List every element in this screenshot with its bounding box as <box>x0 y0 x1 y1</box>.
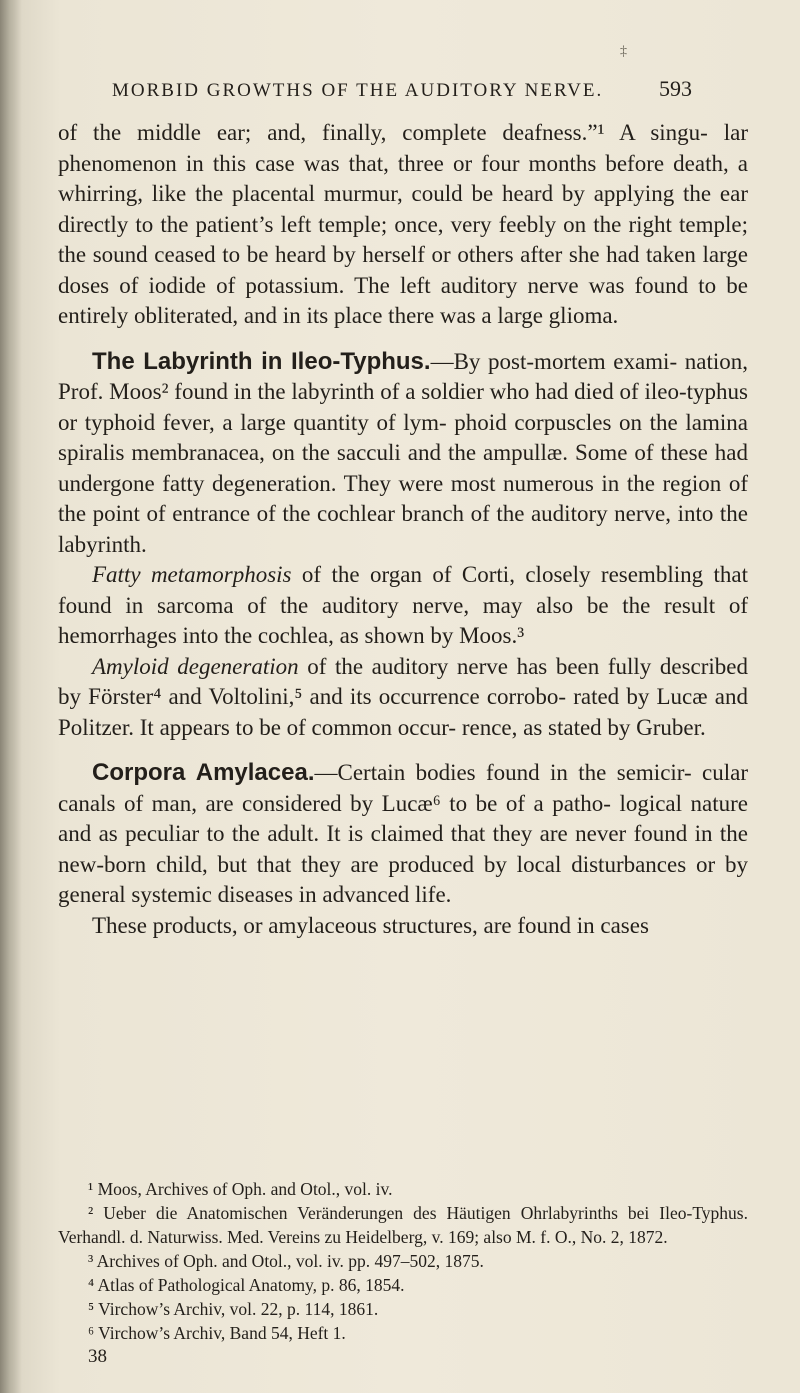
top-mark: ‡ <box>620 44 627 59</box>
italic-term-fatty: Fatty metamorphosis <box>92 562 292 587</box>
paragraph-2-text: —By post-mortem exami- nation, Prof. Moos² found in the labyrinth of a soldier who had died of ileo-typhus or typhoid fever, a large quantity of lym- phoid corpuscles on the lamina spiralis membranacea, on the sacculi and the ampullæ. Some of these had undergone fatty degeneration. They were most numerous in the region of the point of entrance of the cochlear branch of the auditory nerve, into the labyrinth. <box>58 348 748 557</box>
paragraph-6: These products, or amylaceous structures, are found in cases <box>92 912 649 938</box>
footnote-2: ² Ueber die Anatomischen Veränderungen des Häutigen Ohrlabyrinths bei Ileo-Typhus. Verhandl. d. Naturwiss. Med. Vereins zu Heidelberg, v. 169; also M. f. O., No. 2, 1872. <box>58 1203 748 1247</box>
paragraph-1: of the middle ear; and, finally, complete deafness.”¹ A singu- lar phenomenon in this case was that, three or four months before death, a whirring, like the placental murmur, could be heard by applying the ear directly to the patient’s left temple; once, very feebly on the right temple; the sound ceased to be heard by herself or others after she had taken large doses of iodide of potassium. The left auditory nerve was found to be entirely obliterated, and in its place there was a large glioma. <box>58 120 748 328</box>
footnote-4: ⁴ Atlas of Pathological Anatomy, p. 86, 1854. <box>88 1275 405 1295</box>
printer-signature: 38 <box>88 1346 107 1367</box>
paragraph-labyrinth-ileo-typhus <box>58 347 748 561</box>
paragraph-corpora-amylacea <box>58 758 748 911</box>
running-title: MORBID GROWTHS OF THE AUDITORY NERVE. <box>112 80 604 101</box>
italic-term-amyloid: Amyloid degeneration <box>92 653 299 679</box>
footnote-6: ⁶ Virchow’s Archiv, Band 54, Heft 1. <box>88 1323 346 1343</box>
paragraph-5-text: —Certain bodies found in the semicir- cular canals of man, are considered by Lucæ⁶ to be of a patho- logical nature and as peculiar to the adult. It is claimed that they are never found in the new-born child, but that they are produced by local disturbances or by general systemic diseases in advanced life. <box>58 760 748 907</box>
footnote-1: ¹ Moos, Archives of Oph. and Otol., vol. iv. <box>88 1179 393 1199</box>
paragraph-4-text: of the auditory nerve has been fully described by Förster⁴ and Voltolini,⁵ and its occurrence corrobo- rated by Lucæ and Politzer. It appears to be of common occur- rence, as stated by Gruber. <box>58 653 748 740</box>
running-header <box>112 76 712 112</box>
footnotes <box>58 1177 748 1369</box>
page-spine-shadow <box>0 0 22 1393</box>
footnote-5: ⁵ Virchow’s Archiv, vol. 22, p. 114, 1861. <box>88 1299 379 1319</box>
section-heading-corpora: Corpora Amylacea. <box>92 759 315 786</box>
page-number: 593 <box>659 76 692 101</box>
paragraph-fatty-metamorphosis <box>58 560 748 652</box>
section-heading-labyrinth: The Labyrinth in Ileo-Typhus. <box>92 347 431 375</box>
footnote-3: ³ Archives of Oph. and Otol., vol. iv. pp. 497–502, 1875. <box>88 1251 484 1271</box>
paragraph-3-text: of the organ of Corti, closely resembling that found in sarcoma of the auditory nerve, may also be the result of hemorrhages into the cochlea, as shown by Moos.³ <box>58 562 748 648</box>
body-text <box>58 118 748 941</box>
paragraph-amyloid-degeneration <box>58 652 748 744</box>
